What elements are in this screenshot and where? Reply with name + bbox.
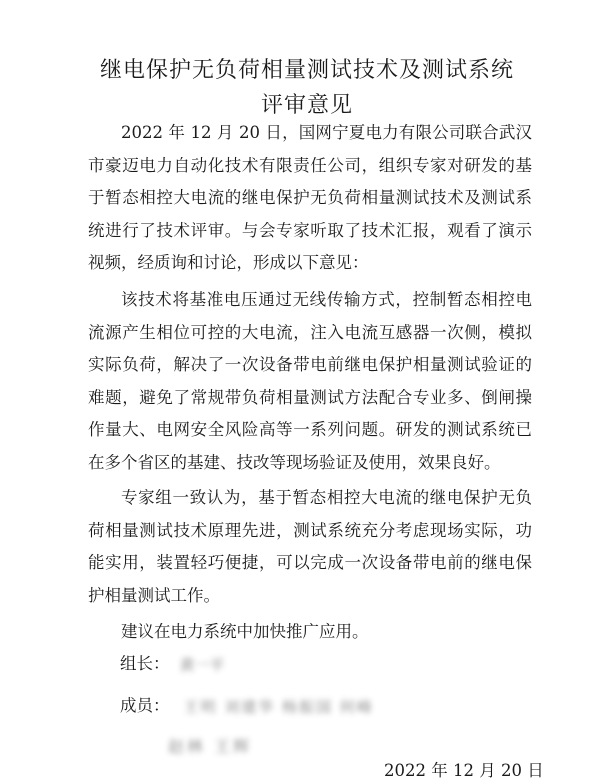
members-signature-line2: 赵林 王辉 [168, 737, 253, 756]
paragraph-intro: 2022 年 12 月 20 日，国网宁夏电力有限公司联合武汉市豪迈电力自动化技术有限责任公司，组织专家对研发的基于暂态相控大电流的继电保护无负荷相量测试技术及测试系统进行了技术评审。与会专家听取了技术汇报，观看了演示视频，经质询和讨论，形成以下意见： [88, 123, 532, 272]
leader-signature: 黄一平 [179, 655, 225, 674]
document-subtitle: 评审意见 [260, 93, 353, 118]
members-signature-line1: 王明 刘建华 杨振国 何峰 [183, 697, 374, 716]
leader-label: 组长： [120, 654, 170, 673]
paragraph-technology: 该技术将基准电压通过无线传输方式，控制暂态相控电流源产生相位可控的大电流，注入电流互感器一次侧，模拟实际负荷，解决了一次设备带电前继电保护相量测试验证的难题，避免了常规带负荷相量测试方法配合专业多、倒闸操作量大、电网安全风险高等一系列问题。研发的测试系统已在多个省区的基建、技改等现场验证及使用，效果良好。 [88, 290, 532, 472]
paragraph-recommendation: 建议在电力系统中加快推广应用。 [121, 622, 369, 641]
document-title: 继电保护无负荷相量测试技术及测试系统 [99, 58, 514, 83]
members-label: 成员： [120, 696, 170, 715]
paragraph-conclusion: 专家组一致认为，基于暂态相控大电流的继电保护无负荷相量测试技术原理先进，测试系统充分考虑现场实际，功能实用，装置轻巧便捷，可以完成一次设备带电前的继电保护相量测试工作。 [88, 488, 532, 605]
members-row [120, 690, 374, 723]
leader-row [120, 648, 225, 681]
document-date: 2022 年 12 月 20 日 [384, 761, 544, 780]
